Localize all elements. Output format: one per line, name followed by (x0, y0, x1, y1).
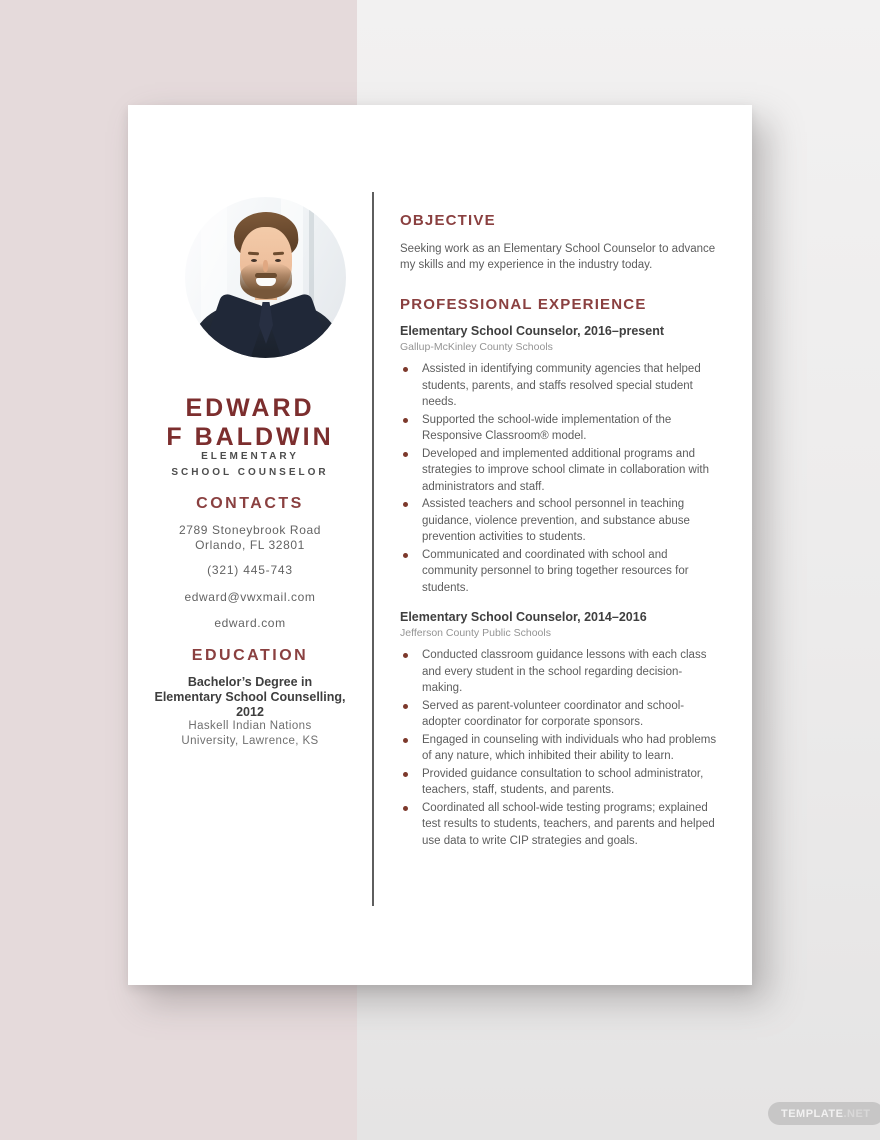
photo-person (263, 260, 268, 272)
contact-email: edward@vwxmail.com (184, 590, 316, 604)
education-school (128, 719, 372, 748)
objective-heading: OBJECTIVE (400, 212, 496, 229)
experience-heading: PROFESSIONAL EXPERIENCE (400, 296, 647, 313)
resume-right-column (400, 212, 718, 863)
objective-text: Seeking work as an Elementary School Counselor to advance my skills and my experience in the industry today. (400, 243, 716, 271)
bullet-item: Communicated and coordinated with school and community personnel to bring together resources for students. (400, 547, 718, 597)
template-net-watermark[interactable] (768, 1102, 880, 1125)
education-school-line2: University, Lawrence, KS (181, 734, 319, 747)
bullet-item: Served as parent-volunteer coordinator and school-adopter coordinator for corporate sponsors. (400, 698, 718, 731)
person-job-title-line2: SCHOOL COUNSELOR (171, 467, 329, 478)
bullet-item: Provided guidance consultation to school administrator, teachers, staff, students, and parents. (400, 766, 718, 799)
bullet-item: Coordinated all school-wide testing programs; explained test results to students, teachers, and parents and helped use data to write CIP strategies and goals. (400, 800, 718, 850)
profile-photo (185, 197, 346, 358)
education-degree-line1: Bachelor’s Degree in (187, 675, 313, 689)
photo-person (275, 259, 281, 262)
contact-address-line1: 2789 Stoneybrook Road (178, 523, 322, 537)
contacts-heading: CONTACTS (196, 495, 304, 512)
bullet-item: Conducted classroom guidance lessons with each class and every student in the school regarding decision-making. (400, 647, 718, 697)
column-divider (372, 192, 374, 906)
contact-address (128, 523, 372, 553)
person-name-line1: EDWARD (185, 394, 315, 422)
contact-phone: (321) 445-743 (207, 563, 293, 577)
bullet-item: Supported the school-wide implementation of the Responsive Classroom® model. (400, 412, 718, 445)
photo-person (251, 259, 257, 262)
person-job-title-line1: ELEMENTARY (201, 451, 299, 462)
job-bullet-list (400, 361, 718, 596)
bullet-item: Engaged in counseling with individuals who had problems of any nature, which inhibited their ability to learn. (400, 732, 718, 765)
job-bullet-list (400, 647, 718, 849)
job-entry (400, 324, 718, 596)
job-company: Gallup-McKinley County Schools (400, 341, 553, 353)
education-heading: EDUCATION (191, 647, 309, 664)
person-name-line2: F BALDWIN (166, 423, 334, 451)
education-degree-line3: 2012 (236, 705, 264, 719)
job-title: Elementary School Counselor, 2014–2016 (400, 610, 647, 624)
bullet-item: Developed and implemented additional programs and strategies to improve school climate in collaboration with administrators and staff. (400, 446, 718, 496)
bullet-item: Assisted teachers and school personnel in teaching guidance, violence prevention, and substance abuse prevention activities to students. (400, 496, 718, 546)
resume-left-column (128, 105, 372, 985)
education-school-line1: Haskell Indian Nations (188, 720, 312, 732)
person-job-title (128, 449, 372, 481)
job-entry (400, 610, 718, 849)
person-name (128, 394, 372, 452)
bullet-item: Assisted in identifying community agencies that helped students, parents, and staffs resolved special student needs. (400, 361, 718, 411)
job-company: Jefferson County Public Schools (400, 627, 551, 639)
resume-page (128, 105, 752, 985)
photo-person (256, 278, 276, 286)
watermark-brand-bold: TEMPLATE (781, 1107, 844, 1120)
contact-website: edward.com (214, 616, 286, 630)
education-degree (128, 675, 372, 720)
education-degree-line2: Elementary School Counselling, (154, 690, 346, 704)
watermark-brand-light: .NET (843, 1107, 871, 1120)
job-title: Elementary School Counselor, 2016–present (400, 324, 664, 338)
contact-address-line2: Orlando, FL 32801 (195, 538, 305, 552)
